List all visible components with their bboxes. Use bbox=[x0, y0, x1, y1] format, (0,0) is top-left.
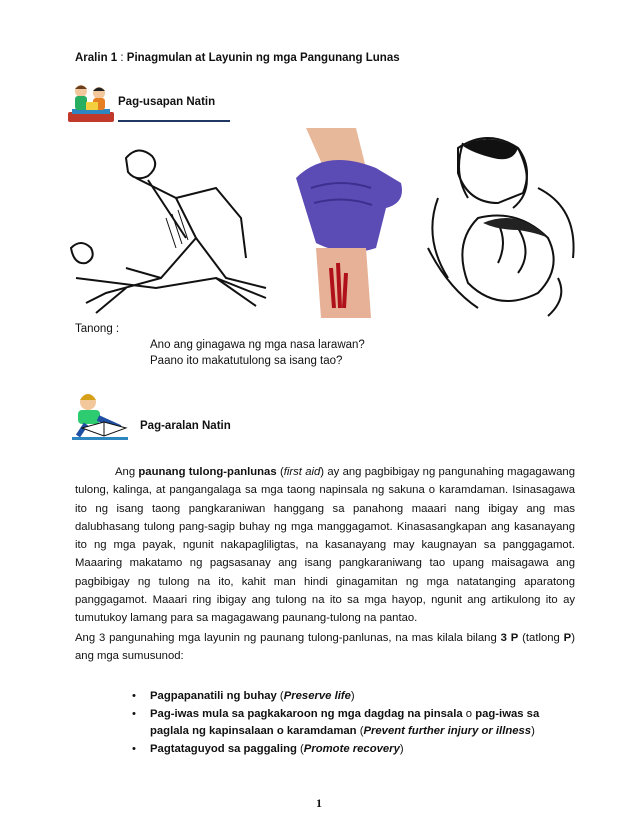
question-2: Paano ito makatutulong sa isang tao? bbox=[150, 355, 343, 367]
para1-paren-open: ( bbox=[276, 466, 284, 478]
bullet-symbol: • bbox=[132, 690, 136, 702]
list-item: • Pagtataguyod sa paggaling (Promote recovery) bbox=[132, 741, 552, 759]
goal-2-conj: o bbox=[462, 707, 476, 720]
lesson-label: Aralin 1 bbox=[75, 52, 118, 64]
page-number: 1 bbox=[316, 796, 322, 810]
term-first-aid: first aid bbox=[283, 466, 321, 478]
rescue-breathing-drawing bbox=[418, 128, 578, 318]
questions-label: Tanong : bbox=[75, 323, 120, 335]
lesson-heading bbox=[75, 52, 400, 64]
student-reading-book-icon bbox=[68, 390, 130, 442]
bullet-symbol: • bbox=[132, 707, 136, 720]
list-item: • Pagpapanatili ng buhay (Preserve life) bbox=[132, 688, 552, 706]
goal-3-en: Promote recovery bbox=[303, 742, 400, 755]
para2-after: ) ang mga sumusunod: bbox=[75, 632, 575, 663]
goal-2-tl: Pag-iwas mula sa pagkakaroon ng mga dagdag na pinsala bbox=[150, 707, 463, 720]
lesson-title: Pinagmulan at Layunin ng mga Pangunang Lunas bbox=[126, 52, 400, 64]
para1-paren-close: ) bbox=[320, 466, 325, 478]
list-item: • Pag-iwas mula sa pagkakaroon ng mga dagdag na pinsala o pag-iwas sa paglala ng kapinsalaan o karamdaman (Prevent further injury or illness) bbox=[132, 707, 540, 737]
lesson-separator: : bbox=[120, 52, 124, 64]
goal-3-tl: Pagtataguyod sa paggaling bbox=[150, 742, 297, 755]
reading-children-icon bbox=[66, 82, 116, 124]
question-1: Ano ang ginagawa ng mga nasa larawan? bbox=[150, 339, 365, 351]
bullet-symbol: • bbox=[132, 742, 136, 755]
para2-p: P bbox=[563, 632, 572, 644]
para2-before: Ang 3 pangunahing mga layunin ng paunang tulong-panlunas, na mas kilala bilang bbox=[75, 632, 501, 644]
goal-1-tl: Pagpapanatili ng buhay bbox=[150, 690, 277, 702]
para2-mid: (tatlong bbox=[518, 632, 564, 644]
goal-1-en: Preserve life bbox=[283, 690, 351, 702]
section-title-pag-aralan: Pag-aralan Natin bbox=[140, 420, 231, 432]
goal-2-tl2: pag-iwas sa paglala ng kapinsalaan o karamdaman bbox=[150, 707, 540, 737]
goal-2-en: Prevent further injury or illness bbox=[363, 725, 532, 737]
goals-list bbox=[132, 688, 552, 758]
three-p-intro-paragraph bbox=[75, 629, 575, 666]
first-aid-definition-paragraph bbox=[75, 463, 575, 628]
gloved-hand-wound-photo bbox=[296, 128, 406, 318]
section-title-pag-usapan: Pag-usapan Natin bbox=[118, 96, 216, 108]
para2-3p: 3 P bbox=[500, 632, 519, 644]
para1-body: ay ang pagbibigay ng pangunahing magagawang tulong, kalinga, at pangangalaga sa mga taong napinsala ng sakuna o karamdaman. Isinasagawa ito ng isang taong pangkaraniwan hanggang sa panahong maaari nang ibigay ang mas dalubhasang tulong pang-sagip buhay ng mga manggagamot. Kinasasangkapan ang kasanayang ito ng mga payak, ngunit nakapagliligtas, na kasanayang may kaugnayan sa panggagamot. Maaaring makatamo ng pagsasanay ang isang pangkaraniwang tao upang maisagawa ang pagbibigay ng tulong na ito, kahit man hindi ginagamitan ng mga natatanging aparatong panggagamot. Maaari ring ibigay ang tulong na ito sa mga hayop, ngunit ang artikulong ito ay tumutukoy lamang para sa magagawang paunang-tulong na pantao. bbox=[75, 466, 575, 625]
section-underline bbox=[118, 120, 230, 122]
cpr-chest-compression-drawing bbox=[66, 128, 282, 318]
term-paunang-tulong: paunang tulong-panlunas bbox=[138, 466, 277, 478]
para1-lead: Ang bbox=[115, 466, 139, 478]
